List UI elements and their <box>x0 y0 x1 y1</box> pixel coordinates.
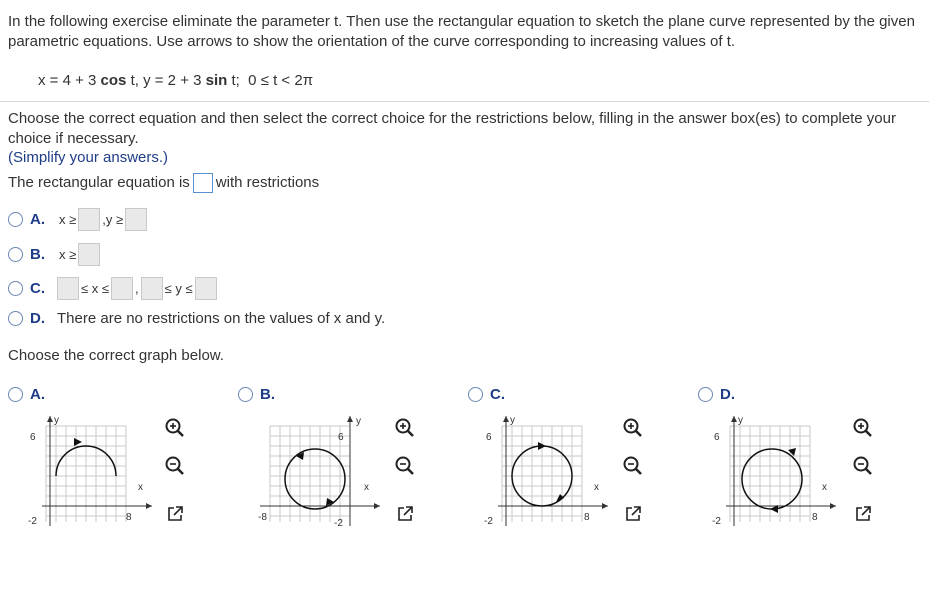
graph-b-y-label: y <box>356 416 361 427</box>
graph-c-letter: C. <box>490 386 505 403</box>
rect-label: The rectangular equation is <box>8 174 190 191</box>
graph-radio-c[interactable] <box>468 387 483 402</box>
choice-d-letter: D. <box>30 309 45 327</box>
graph-b-x-label: x <box>364 482 369 493</box>
restriction-choice-c[interactable] <box>8 274 217 302</box>
choice-c-x-min-input[interactable] <box>57 277 79 300</box>
graph-d-curve <box>742 449 802 509</box>
graph-c-y-arrow <box>503 416 509 422</box>
graph-b-curve <box>285 449 345 509</box>
graph-b-tick-neg8: -8 <box>258 512 267 523</box>
graph-b-zoom-in[interactable] <box>392 415 418 441</box>
radio-c[interactable] <box>8 281 23 296</box>
graph-option-a[interactable] <box>8 386 57 403</box>
graph-d-y-label: y <box>738 415 743 426</box>
choice-b-letter: B. <box>30 245 45 263</box>
choice-c-x-max-input[interactable] <box>111 277 133 300</box>
graph-c-expand[interactable] <box>620 501 646 527</box>
rect-suffix: with restrictions <box>215 174 320 191</box>
graph-c-tick-8: 8 <box>584 512 590 523</box>
zoom-out-icon <box>394 455 416 477</box>
expand-icon <box>395 504 415 524</box>
graph-a-tick-8: 8 <box>126 512 132 523</box>
graph-a-tick-6: 6 <box>30 432 36 443</box>
graph-b-expand[interactable] <box>392 501 418 527</box>
graph-a-x-label: x <box>138 482 143 493</box>
graph-d-tick-8: 8 <box>812 512 818 523</box>
choice-c-y-range: ≤ y ≤ <box>164 280 193 296</box>
parametric-equations <box>38 72 313 89</box>
graph-radio-d[interactable] <box>698 387 713 402</box>
graph-option-c[interactable] <box>468 386 517 403</box>
restriction-choice-b[interactable] <box>8 240 100 268</box>
expand-icon <box>853 504 873 524</box>
section-divider <box>0 101 929 102</box>
rectangular-equation-line <box>8 173 319 193</box>
graph-a-x-arrow <box>146 503 152 509</box>
part1-instruction: Choose the correct equation and then select the correct choice for the restrictions below, filling in the answer box(es) to complete your choice if necessary. <box>8 110 896 147</box>
eq-y-func: sin <box>205 72 228 89</box>
graph-a-orientation-arrow <box>74 438 82 446</box>
graph-c-x-arrow <box>602 503 608 509</box>
zoom-in-icon <box>852 417 874 439</box>
eq-x-func: cos <box>100 72 127 89</box>
graph-b-y-arrow <box>347 416 353 422</box>
eq-x-prefix: x = 4 + 3 <box>38 72 101 89</box>
graph-d-zoom-out[interactable] <box>850 453 876 479</box>
choice-b-x-input[interactable] <box>78 243 100 266</box>
graph-c-zoom-in[interactable] <box>620 415 646 441</box>
graph-a-zoom-out[interactable] <box>162 453 188 479</box>
graph-a <box>28 412 156 530</box>
radio-d[interactable] <box>8 311 23 326</box>
restriction-choice-d[interactable] <box>8 304 385 332</box>
simplify-note: (Simplify your answers.) <box>8 149 169 166</box>
graph-d-letter: D. <box>720 386 735 403</box>
graph-option-d[interactable] <box>698 386 747 403</box>
eq-y-suffix: t; <box>227 72 240 89</box>
choice-a-y-input[interactable] <box>125 208 147 231</box>
problem-prompt: In the following exercise eliminate the parameter t. Then use the rectangular equation to sketch the plane curve represented by the given parametric equations. Use arrows to show the orientation of the curve corresponding to increasing values of t. <box>8 13 915 50</box>
graph-a-expand[interactable] <box>162 501 188 527</box>
choice-d-text: There are no restrictions on the values of x and y. <box>57 309 386 327</box>
eq-x-suffix: t, <box>126 72 139 89</box>
part2-instruction: Choose the correct graph below. <box>8 347 224 364</box>
graph-b-letter: B. <box>260 386 275 403</box>
graph-a-grid <box>46 426 126 522</box>
zoom-out-icon <box>852 455 874 477</box>
radio-b[interactable] <box>8 247 23 262</box>
graph-d-x-arrow <box>830 503 836 509</box>
choice-c-y-max-input[interactable] <box>195 277 217 300</box>
restriction-choice-a[interactable] <box>8 205 147 233</box>
graph-option-b[interactable] <box>238 386 287 403</box>
graph-radio-b[interactable] <box>238 387 253 402</box>
zoom-in-icon <box>164 417 186 439</box>
choice-c-y-min-input[interactable] <box>141 277 163 300</box>
rectangular-equation-input[interactable] <box>193 173 213 193</box>
graph-d <box>712 412 840 530</box>
zoom-out-icon <box>164 455 186 477</box>
graph-a-letter: A. <box>30 386 45 403</box>
choice-a-x-input[interactable] <box>78 208 100 231</box>
expand-icon <box>623 504 643 524</box>
graph-a-zoom-in[interactable] <box>162 415 188 441</box>
graph-c-tick-6: 6 <box>486 432 492 443</box>
choice-a-x-ge: x ≥ <box>59 211 77 227</box>
graph-c-x-label: x <box>594 482 599 493</box>
graph-a-y-label: y <box>54 415 59 426</box>
graph-radio-a[interactable] <box>8 387 23 402</box>
graph-d-tick-6: 6 <box>714 432 720 443</box>
graph-d-zoom-in[interactable] <box>850 415 876 441</box>
choice-a-y-ge: ,y ≥ <box>102 211 124 227</box>
expand-icon <box>165 504 185 524</box>
graph-d-y-arrow <box>731 416 737 422</box>
zoom-out-icon <box>622 455 644 477</box>
graph-c-grid <box>502 426 582 522</box>
zoom-in-icon <box>394 417 416 439</box>
choice-b-x-ge: x ≥ <box>59 246 77 262</box>
graph-b-zoom-out[interactable] <box>392 453 418 479</box>
graph-c-tick-neg2: -2 <box>484 516 493 527</box>
graph-d-expand[interactable] <box>850 501 876 527</box>
graph-d-tick-neg2: -2 <box>712 516 721 527</box>
eq-y-prefix: y = 2 + 3 <box>138 72 206 89</box>
graph-c-y-label: y <box>510 415 515 426</box>
graph-a-tick-neg2: -2 <box>28 516 37 527</box>
graph-c-zoom-out[interactable] <box>620 453 646 479</box>
eq-domain: 0 ≤ t < 2π <box>239 72 314 89</box>
graph-b <box>256 412 384 530</box>
graph-c <box>484 412 612 530</box>
radio-a[interactable] <box>8 212 23 227</box>
graph-b-tick-6: 6 <box>338 432 344 443</box>
graph-d-x-label: x <box>822 482 827 493</box>
choice-a-letter: A. <box>30 210 45 228</box>
choice-c-comma: , <box>135 280 139 296</box>
choice-c-x-range: ≤ x ≤ <box>81 280 109 296</box>
graph-b-tick-neg2: -2 <box>334 518 343 529</box>
graph-a-y-arrow <box>47 416 53 422</box>
choice-c-letter: C. <box>30 279 45 297</box>
zoom-in-icon <box>622 417 644 439</box>
graph-b-x-arrow <box>374 503 380 509</box>
